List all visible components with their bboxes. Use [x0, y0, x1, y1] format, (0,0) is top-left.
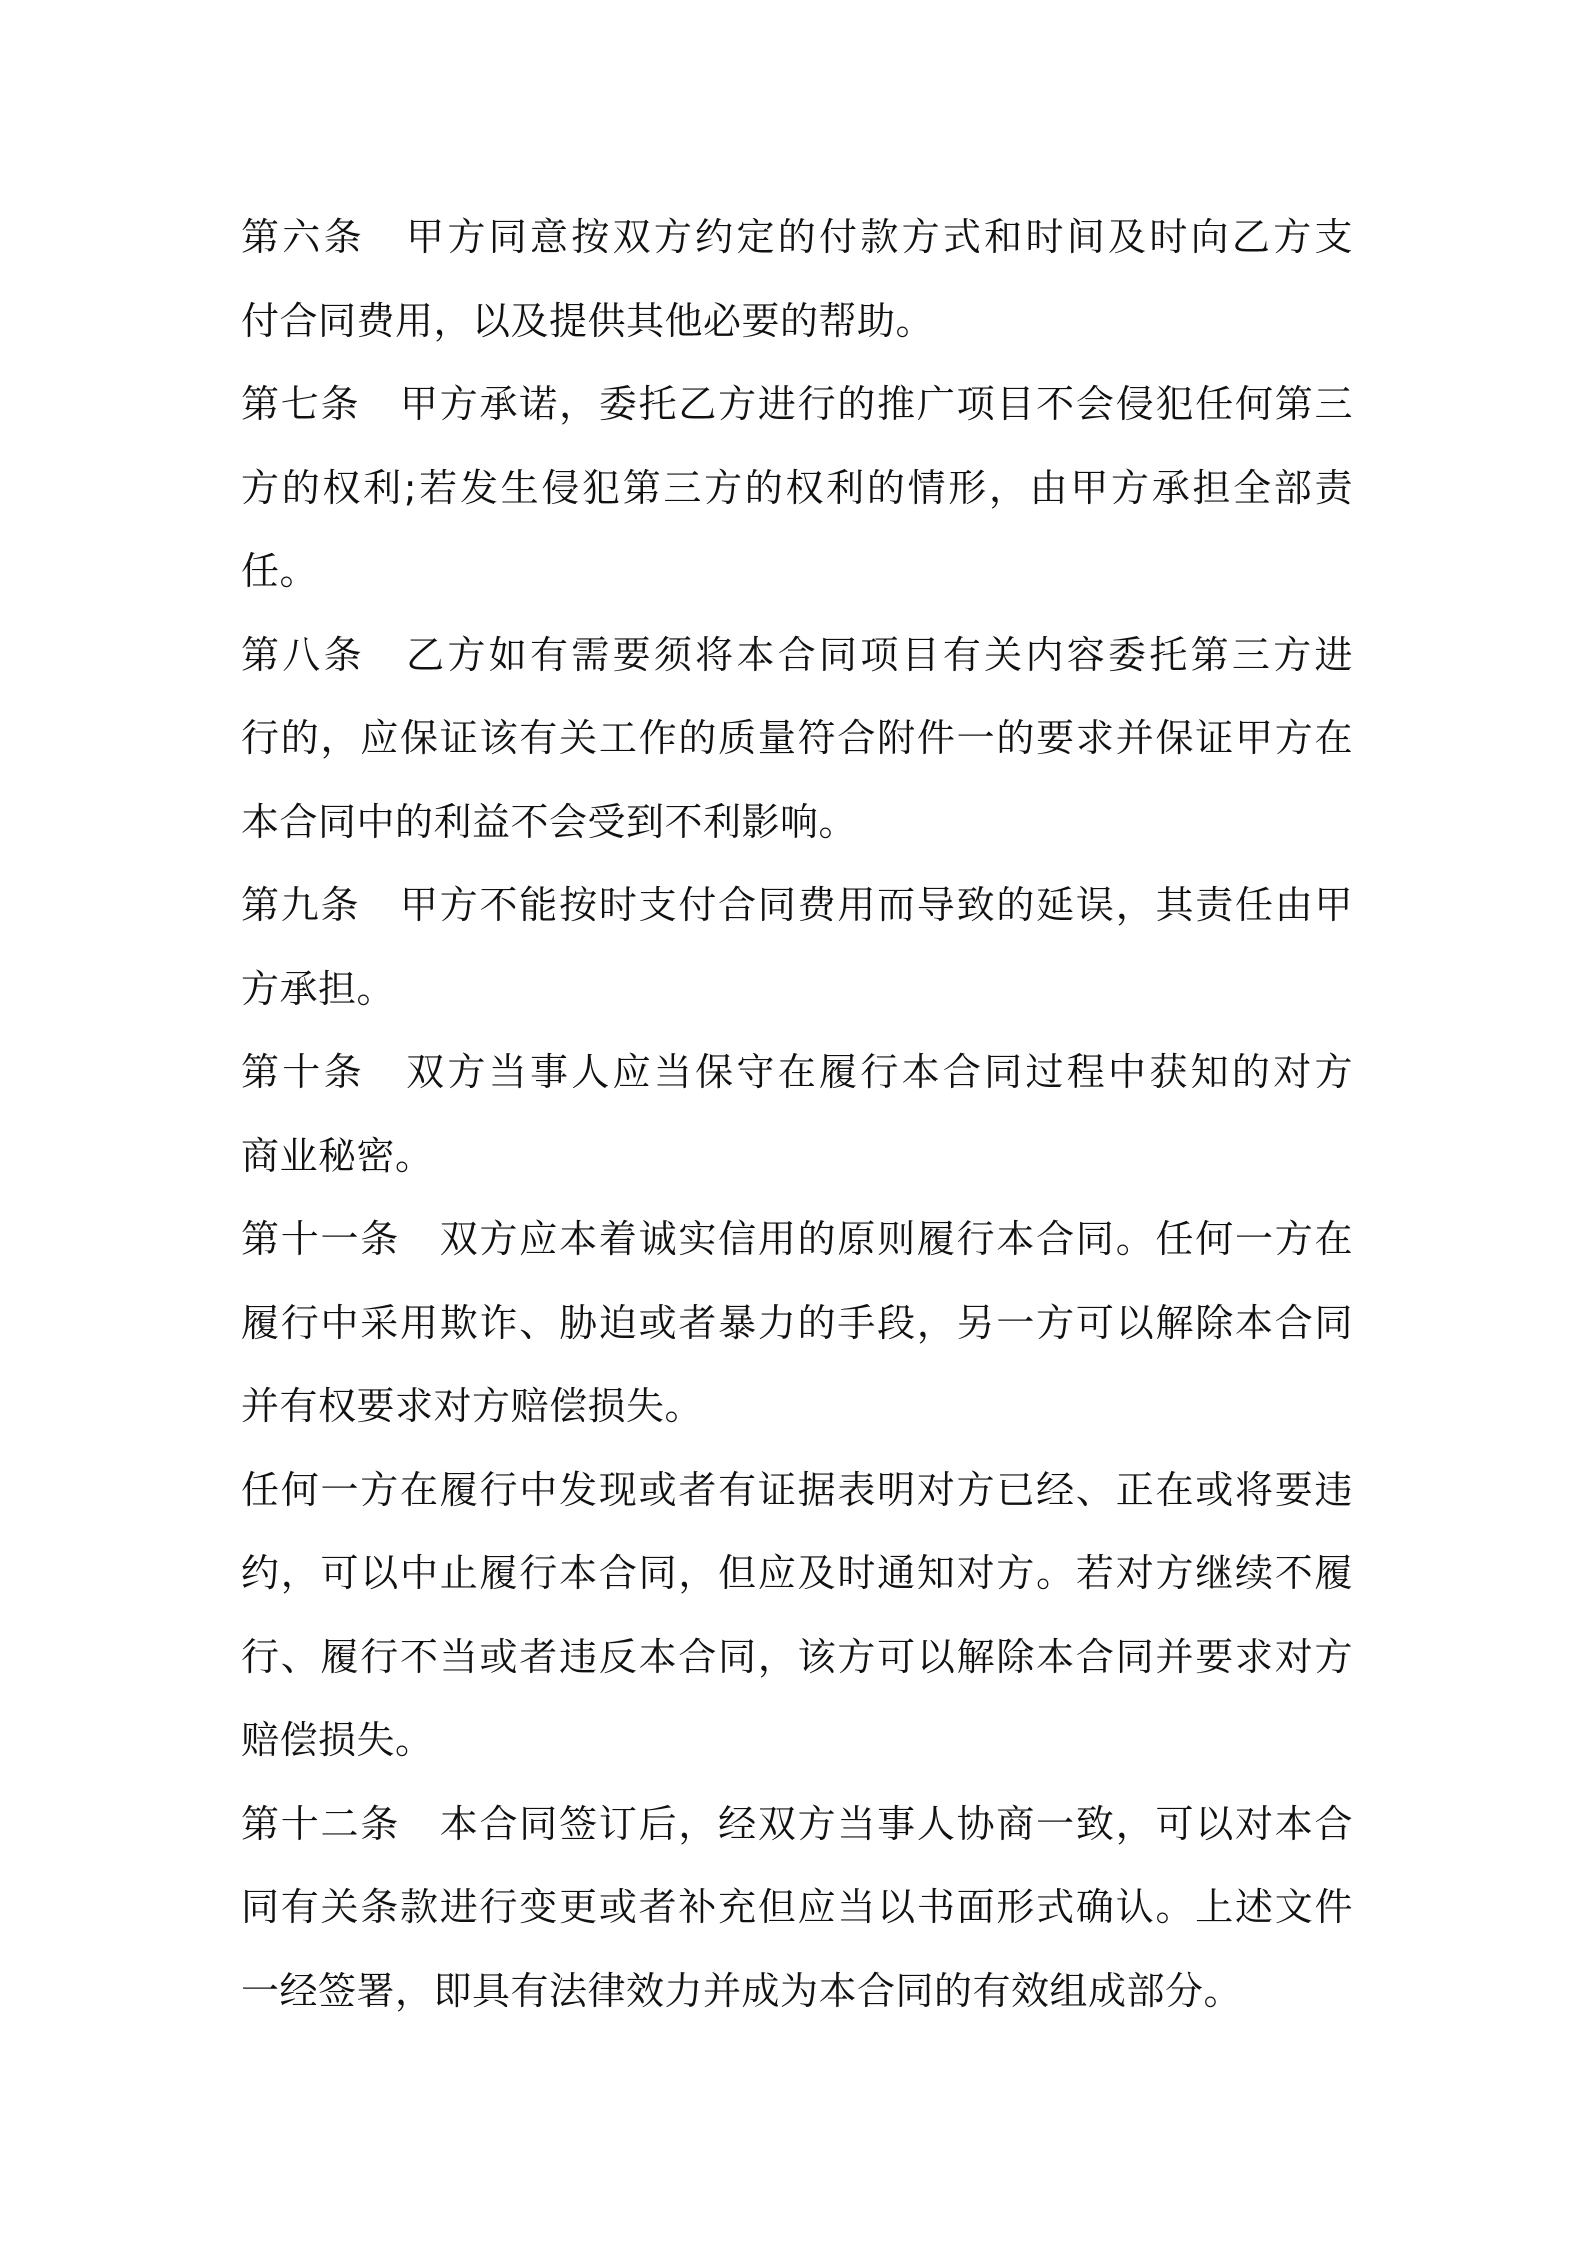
- clause-11-para-2-line-2: 约，可以中止履行本合同，但应及时通知对方。若对方继续不履: [241, 1551, 1353, 1595]
- clause-8-line-1: 第八条 乙方如有需要须将本合同项目有关内容委托第三方进: [241, 632, 1353, 677]
- clause-12-line-3: 一经签署，即具有法律效力并成为本合同的有效组成部分。: [241, 1968, 1243, 2013]
- clause-12-line-2: 同有关条款进行变更或者补充但应当以书面形式确认。上述文件: [241, 1885, 1353, 1929]
- clause-9-line-2: 方承担。: [241, 966, 396, 1011]
- clause-11-para-2-line-4: 赔偿损失。: [241, 1718, 434, 1762]
- clause-6-line-1: 第六条 甲方同意按双方约定的付款方式和时间及时向乙方支: [241, 215, 1353, 259]
- clause-8-line-2: 行的，应保证该有关工作的质量符合附件一的要求并保证甲方在: [241, 716, 1353, 760]
- clause-11-line-2: 履行中采用欺诈、胁迫或者暴力的手段，另一方可以解除本合同: [241, 1300, 1353, 1345]
- clause-11-line-3: 并有权要求对方赔偿损失。: [241, 1384, 704, 1428]
- clause-11-para-2-line-1: 任何一方在履行中发现或者有证据表明对方已经、正在或将要违: [241, 1467, 1353, 1512]
- clause-7-line-3: 任。: [241, 549, 319, 593]
- clause-7-line-2: 方的权利;若发生侵犯第三方的权利的情形，由甲方承担全部责: [241, 465, 1353, 510]
- clause-11-line-1: 第十一条 双方应本着诚实信用的原则履行本合同。任何一方在: [241, 1217, 1353, 1261]
- clause-7-line-1: 第七条 甲方承诺，委托乙方进行的推广项目不会侵犯任何第三: [241, 382, 1353, 426]
- clause-11-para-2-line-3: 行、履行不当或者违反本合同，该方可以解除本合同并要求对方: [241, 1634, 1353, 1679]
- contract-text: [241, 196, 1353, 2033]
- clause-9-line-1: 第九条 甲方不能按时支付合同费用而导致的延误，其责任由甲: [241, 883, 1353, 927]
- clause-12-line-1: 第十二条 本合同签订后，经双方当事人协商一致，可以对本合: [241, 1801, 1353, 1846]
- clause-8-line-3: 本合同中的利益不会受到不利影响。: [241, 799, 858, 844]
- clause-10-line-2: 商业秘密。: [241, 1133, 434, 1178]
- clause-6-line-2: 付合同费用，以及提供其他必要的帮助。: [241, 298, 935, 343]
- clause-10-line-1: 第十条 双方当事人应当保守在履行本合同过程中获知的对方: [241, 1050, 1353, 1094]
